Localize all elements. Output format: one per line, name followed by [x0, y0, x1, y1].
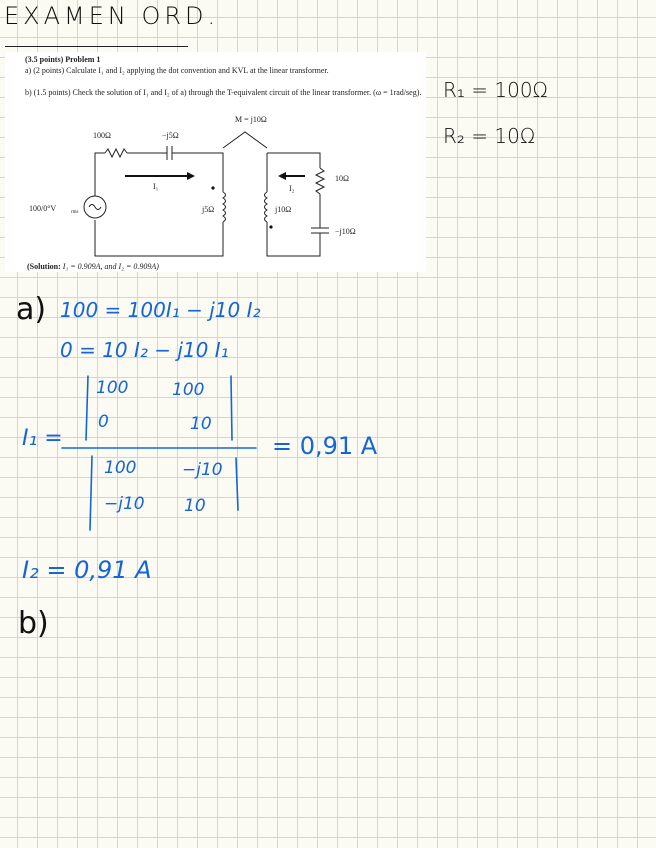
denominator-r2c1: −j10 [104, 494, 145, 514]
label-r1: 100Ω [93, 131, 111, 140]
problem-part-b: b) (1.5 points) Check the solution of I₁ and I₂ of a) through the T-equivalent circuit of the linear transformer. (ω = 1rad/seg). [25, 88, 422, 97]
problem-heading: (3.5 points) Problem 1 [25, 55, 101, 64]
note-r2: R₂ = 10Ω [443, 124, 536, 148]
den-det-left-bar [90, 456, 92, 530]
label-l1: j5Ω [202, 205, 215, 214]
numerator-r2c2: 10 [190, 414, 212, 434]
label-c1: −j5Ω [162, 131, 179, 140]
denominator-r1c1: 100 [104, 458, 137, 478]
num-det-left-bar [86, 376, 88, 440]
solution-label: (Solution: [27, 262, 61, 271]
part-a-label: a) [16, 292, 47, 327]
label-r2: 10Ω [335, 174, 349, 183]
den-det-right-bar [236, 458, 238, 510]
label-source-sub: rms [71, 210, 79, 215]
equation-kvl-2: 0 = 10 I₂ − j10 I₁ [60, 338, 229, 362]
label-l2: j10Ω [275, 205, 292, 214]
solution-values: I₁ = 0.909A, and I₂ = 0.909A) [62, 262, 159, 271]
label-mutual: M = j10Ω [235, 115, 267, 124]
i2-result-line: I₂ = 0,91 A [22, 556, 152, 584]
label-i2: I₂ [289, 184, 295, 193]
denominator-r1c2: −j10 [182, 460, 223, 480]
problem-part-a: a) (2 points) Calculate I₁ and I₂ applying the dot convention and KVL at the linear transformer. [25, 66, 329, 75]
i1-result: = 0,91 A [272, 432, 378, 460]
label-i1: I₁ [153, 182, 159, 191]
numerator-r2c1: 0 [98, 412, 109, 432]
numerator-r1c2: 100 [172, 380, 205, 400]
num-det-right-bar [231, 376, 232, 440]
exam-title: EXAMEN ORD. [4, 2, 220, 30]
numerator-r1c1: 100 [96, 378, 129, 398]
part-b-label: b) [18, 606, 49, 641]
note-r1: R₁ = 100Ω [443, 78, 548, 102]
denominator-r2c2: 10 [184, 496, 206, 516]
label-source: 100/0°V [29, 204, 57, 213]
i1-label: I₁ = [22, 426, 63, 451]
equation-kvl-1: 100 = 100I₁ − j10 I₂ [60, 298, 261, 322]
label-c2: −j10Ω [335, 227, 356, 236]
